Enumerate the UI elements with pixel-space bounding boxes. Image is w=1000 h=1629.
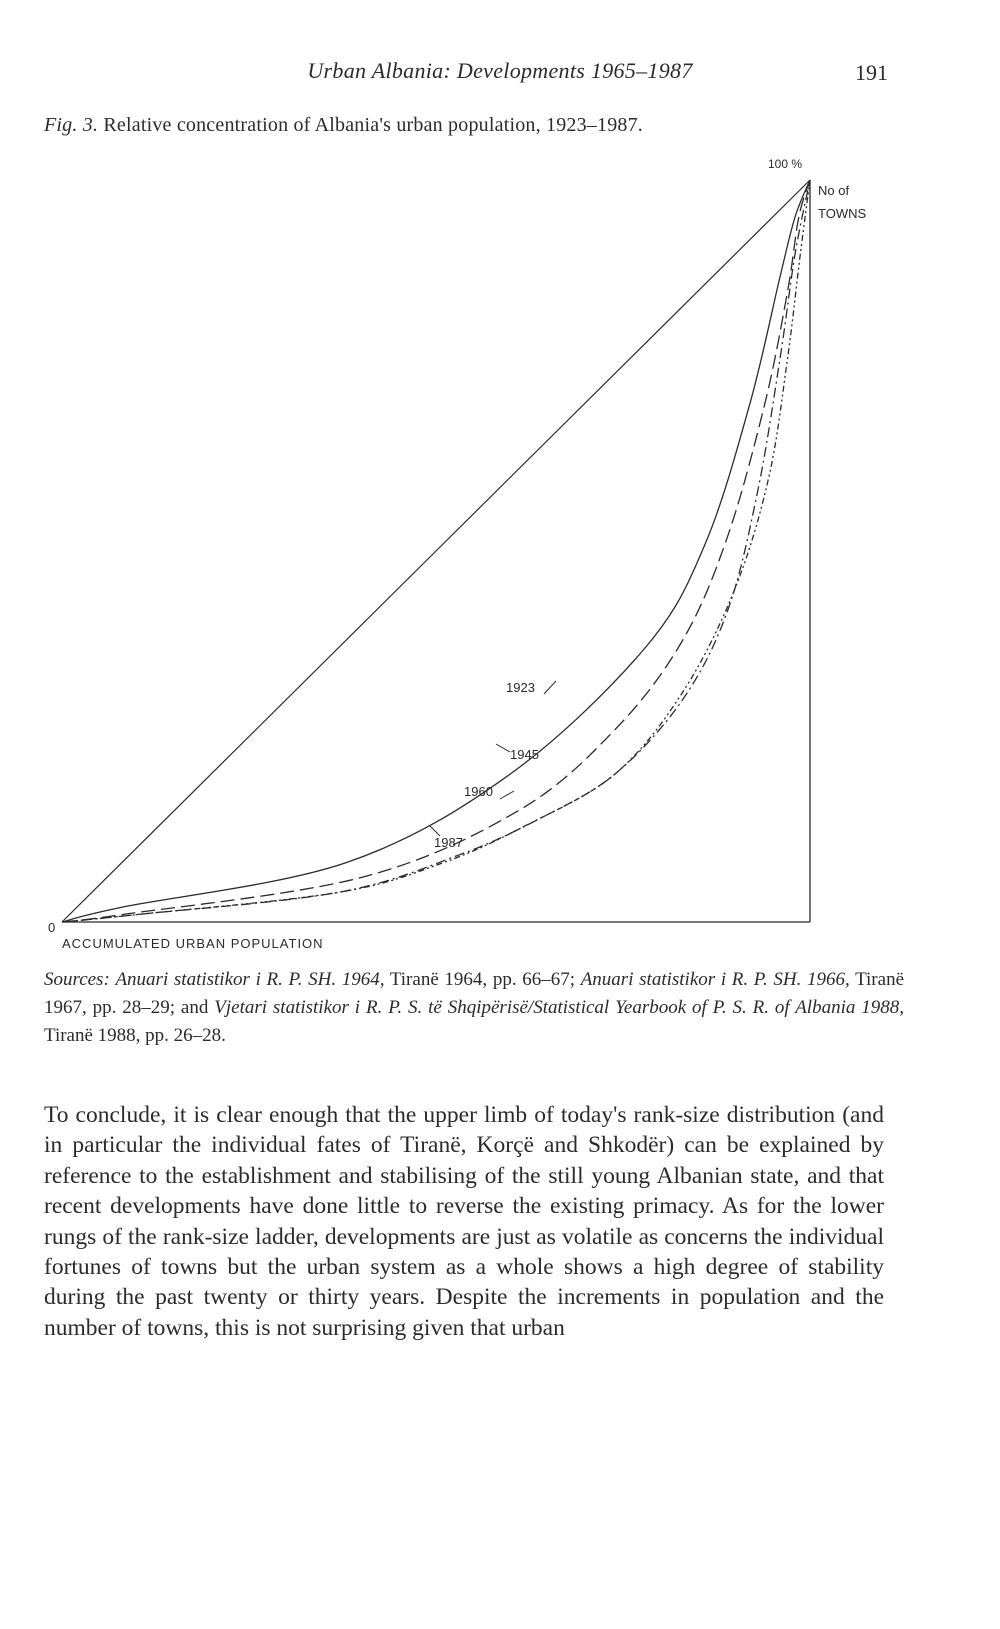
leader-1923	[544, 681, 556, 694]
curve-label-1945: 1945	[510, 747, 539, 762]
origin-label: 0	[48, 920, 56, 935]
source-2-title: Anuari statistikor i R. P. SH. 1966,	[580, 969, 850, 990]
source-1-detail: Tiranë 1964, pp. 66–67;	[384, 969, 581, 990]
curve-label-1987: 1987	[434, 835, 463, 850]
equality-diagonal	[62, 180, 810, 922]
leader-1960	[500, 791, 514, 799]
leader-1945	[496, 744, 510, 752]
y-max-label: 100 %	[768, 157, 803, 171]
source-3-detail: Tiranë 1988, pp. 26–28.	[44, 1025, 226, 1046]
sources-label: Sources:	[44, 969, 110, 990]
figure-caption-text: Relative concentration of Albania's urban population, 1923–1987.	[103, 114, 644, 136]
figure-sources	[44, 966, 904, 1050]
x-axis-label: ACCUMULATED URBAN POPULATION	[62, 936, 324, 951]
y-axis-label-line2: TOWNS	[818, 206, 867, 221]
y-axis-label-line1: No of	[818, 183, 850, 198]
figure-label: Fig. 3.	[44, 114, 99, 136]
source-1-title: Anuari statistikor i R. P. SH. 1964,	[115, 969, 385, 990]
source-2-detail: Tiranë 1967, pp. 28–29; and	[44, 969, 904, 1018]
chart-curves	[62, 180, 810, 922]
page-number: 191	[855, 60, 888, 85]
body-paragraph: To conclude, it is clear enough that the upper limb of today's rank-size distribution (and in particular the individual fates of Tiranë, Korçë and Shkodër) can be explained by reference to the establishment and stabilising of the still young Albanian state, and that recent developments have done little to reverse the existing primacy. As for the lower rungs of the rank-size ladder, developments are just as volatile as concerns the individual fortunes of towns but the urban system as a whole shows a high degree of stability during the past twenty or thirty years. Despite the increments in population and the number of towns, this is not surprising given that urban	[44, 1102, 884, 1341]
source-3-title: Vjetari statistikor i R. P. S. të Shqipërisë/Statistical Yearbook of P. S. R. of Albania 1988,	[214, 997, 904, 1018]
curve-label-1960: 1960	[464, 784, 493, 799]
curve-label-1923: 1923	[506, 680, 535, 695]
running-title: Urban Albania: Developments 1965–1987	[307, 58, 693, 83]
